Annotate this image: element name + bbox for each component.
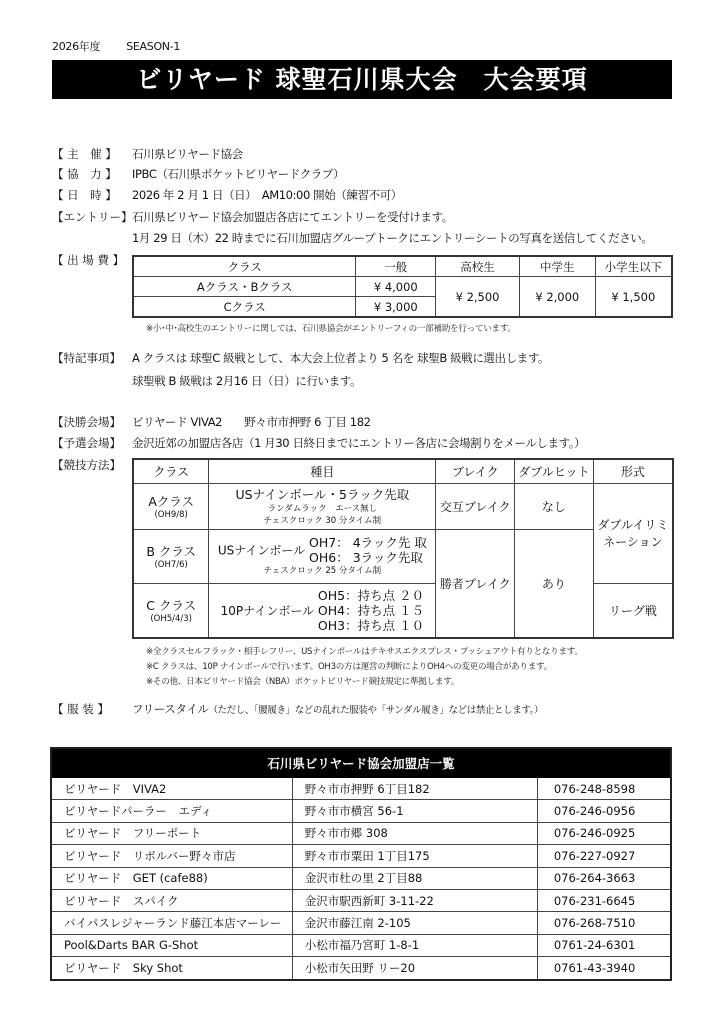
fee-header-row (133, 256, 672, 277)
shop-address: 小松市福乃宮町 1-8-1 (292, 934, 537, 956)
event-b-rack-2: OH6： 3ラック先取 (309, 550, 423, 565)
fee-header-class: クラス (133, 256, 356, 277)
shop-address: 金沢市藤江南 2-105 (292, 912, 537, 934)
shop-name: バイパスレジャーランド藤江本店マーレー (51, 912, 292, 934)
fee-header-high: 高校生 (436, 256, 520, 277)
comp-header-double: ダブルヒット (515, 459, 594, 483)
event-b-rack-1: OH7： 4ラック先 取 (309, 535, 427, 550)
event-b-racks (309, 535, 427, 565)
page-title: ビリヤード 球聖石川県大会 大会要項 (52, 60, 672, 99)
shop-table (50, 747, 672, 981)
event-c-point-2: OH4：持ち点 １５ (317, 602, 425, 618)
shop-row (51, 934, 671, 956)
fee-row (133, 277, 672, 297)
competition-table (132, 458, 674, 639)
class-b: B クラス (146, 544, 196, 559)
fee-header-general: 一般 (356, 256, 436, 277)
class-c-oh: (OH5/4/3) (150, 614, 192, 625)
fee-note: ※小･中･高校生のエントリーに関しては、石川県協会がエントリーフィの一部補助を行っています。 (146, 324, 516, 334)
class-a: Aクラス (148, 494, 194, 509)
competition-note-1: ※全クラスセルフラック・相手レフリー、USナインボールはテキサスエクスプレス・プッシュアウト有りとなります。 (146, 647, 583, 657)
shop-address: 野々市市横宮 56-1 (292, 800, 537, 822)
shop-row (51, 778, 671, 800)
fee-general: ¥ 4,000 (356, 277, 436, 297)
fee-class: Cクラス (133, 297, 356, 318)
fee-middle: ¥ 2,000 (519, 277, 595, 318)
shop-phone: 076-248-8598 (537, 778, 671, 800)
event-c-points (318, 588, 424, 633)
special-line-2: 球聖戦 B 級戦は 2月16 日（日）に行います。 (132, 374, 362, 388)
competition-label: 【競技方法】 (52, 458, 121, 472)
class-a-cell (133, 483, 209, 529)
dress-value (132, 701, 543, 717)
shop-phone: 076-268-7510 (537, 912, 671, 934)
shop-phone: 0761-24-6301 (537, 934, 671, 956)
shop-name: ビリヤード スパイク (51, 889, 292, 911)
datetime-label: 【 日 時 】 (52, 188, 117, 202)
shop-address: 野々市市押野 6丁目182 (292, 778, 537, 800)
fee-table (132, 255, 673, 318)
event-c-point-1: OH5：持ち点 ２０ (317, 587, 425, 603)
class-b-oh: (OH7/6) (154, 560, 188, 570)
shop-row (51, 822, 671, 844)
fee-header-elementary: 小学生以下 (595, 256, 672, 277)
season-line (52, 38, 206, 54)
shop-phone: 076-246-0925 (537, 822, 671, 844)
shop-name: ビリヤードパーラー エディ (51, 800, 292, 822)
special-line-1: A クラスは 球聖C 級戦として、本大会上位者より 5 名を 球聖B 級戦に選出します。 (132, 351, 550, 365)
comp-header-break: ブレイク (436, 459, 515, 483)
special-label: 【特記事項】 (52, 351, 121, 365)
shop-name: ビリヤード VIVA2 (51, 778, 292, 800)
competition-note-3: ※その他、日本ビリヤード協会（NBA）ポケットビリヤード競技規定に準拠します。 (146, 677, 460, 687)
competition-note-2: ※C クラスは、10P ナインボールで行います。OH3の方は運営の判断によりOH4への変更の場合があります。 (146, 662, 552, 672)
shop-row (51, 845, 671, 867)
comp-header-format: 形式 (593, 459, 673, 483)
fee-header-middle: 中学生 (519, 256, 595, 277)
break-a: 交互ブレイク (436, 483, 515, 529)
entry-label: 【エントリー】 (52, 210, 133, 224)
shop-address: 金沢市駅西新町 3-11-22 (292, 889, 537, 911)
event-a-cell (209, 483, 436, 529)
shop-phone: 076-231-6645 (537, 889, 671, 911)
shop-name: ビリヤード フリーポート (51, 822, 292, 844)
shop-address: 野々市市粟田 1丁目175 (292, 845, 537, 867)
comp-header-event: 種目 (209, 459, 436, 483)
event-c: 10Pナインボール (220, 603, 315, 618)
event-a-sub-2: チェスクロック 30 分タイム制 (263, 516, 382, 526)
shop-row (51, 800, 671, 822)
fee-class: Aクラス・Bクラス (133, 277, 356, 297)
event-c-cell (209, 583, 436, 638)
year-label: 2026年度 (52, 40, 101, 53)
shop-phone: 076-264-3663 (537, 867, 671, 889)
prelim-venue-value: 金沢近郊の加盟店各店（1 月30 日終日までにエントリー各店に会場割りをメールします。） (132, 436, 586, 450)
shop-name: ビリヤード Sky Shot (51, 957, 292, 980)
shop-phone: 076-227-0927 (537, 845, 671, 867)
comp-header-class: クラス (133, 459, 209, 483)
event-b-cell (209, 529, 436, 583)
shop-row (51, 889, 671, 911)
event-b-sub: チェスクロック 25 分タイム制 (263, 566, 382, 576)
event-b: USナインボール (217, 543, 306, 558)
event-c-point-3: OH3：持ち点 １０ (317, 617, 425, 633)
prelim-venue-label: 【予選会場】 (52, 436, 121, 450)
shop-address: 金沢市杜の里 2丁目88 (292, 867, 537, 889)
format-c: リーグ戦 (593, 583, 673, 638)
fee-general: ¥ 3,000 (356, 297, 436, 318)
shop-address: 野々市市郷 308 (292, 822, 537, 844)
organizer-label: 【 主 催 】 (52, 147, 117, 161)
fee-elementary: ¥ 1,500 (595, 277, 672, 318)
event-a-sub-1: ランダムラック エース無し (267, 504, 378, 514)
competition-row-b (133, 529, 673, 583)
shop-row (51, 957, 671, 980)
fee-high: ¥ 2,500 (436, 277, 520, 318)
final-venue-label: 【決勝会場】 (52, 415, 121, 429)
format-ab: ダブルイリミネーション (593, 483, 673, 583)
final-venue-value: ビリヤード VIVA2 野々市市押野 6 丁目 182 (132, 415, 371, 429)
organizer-value: 石川県ビリヤード協会 (132, 147, 243, 161)
dress-note: （ただし、「腰履き」などの乱れた服装や「サンダル履き」などは禁止とします。） (208, 705, 544, 716)
entry-value: 石川県ビリヤード協会加盟店各店にてエントリーを受付けます。 (132, 210, 453, 224)
dress-style: フリースタイル (132, 702, 209, 716)
competition-header-row (133, 459, 673, 483)
shop-address: 小松市矢田野 リー20 (292, 957, 537, 980)
class-b-cell (133, 529, 209, 583)
double-a: なし (515, 483, 594, 529)
double-bc: あり (515, 529, 594, 638)
shop-name: ビリヤード GET (cafe88) (51, 867, 292, 889)
shop-name: Pool&Darts BAR G-Shot (51, 934, 292, 956)
shop-phone: 076-246-0956 (537, 800, 671, 822)
dress-label: 【 服 装 】 (52, 702, 109, 716)
season-label: SEASON-1 (126, 40, 181, 53)
cooperation-value: IPBC（石川県ポケットビリヤードクラブ） (132, 167, 345, 181)
datetime-value: 2026 年 2 月 1 日（日） AM10:00 開始（練習不可） (132, 188, 402, 202)
fee-label: 【 出 場 費 】 (52, 253, 125, 267)
cooperation-label: 【 協 力 】 (52, 167, 117, 181)
shop-row (51, 867, 671, 889)
class-c-cell (133, 583, 209, 638)
competition-row-a (133, 483, 673, 529)
entry-value-2: 1月 29 日（木）22 時までに石川加盟店グループトークにエントリーシートの写真を送信してください。 (132, 231, 653, 245)
break-bc: 勝者ブレイク (436, 529, 515, 638)
event-a: USナインボール・5ラック先取 (235, 487, 410, 502)
class-c: C クラス (146, 598, 197, 614)
shop-phone: 0761-43-3940 (537, 957, 671, 980)
shop-row (51, 912, 671, 934)
shop-table-title: 石川県ビリヤード協会加盟店一覧 (51, 748, 671, 778)
class-a-oh: (OH9/8) (154, 510, 188, 520)
shop-name: ビリヤード リボルバー野々市店 (51, 845, 292, 867)
